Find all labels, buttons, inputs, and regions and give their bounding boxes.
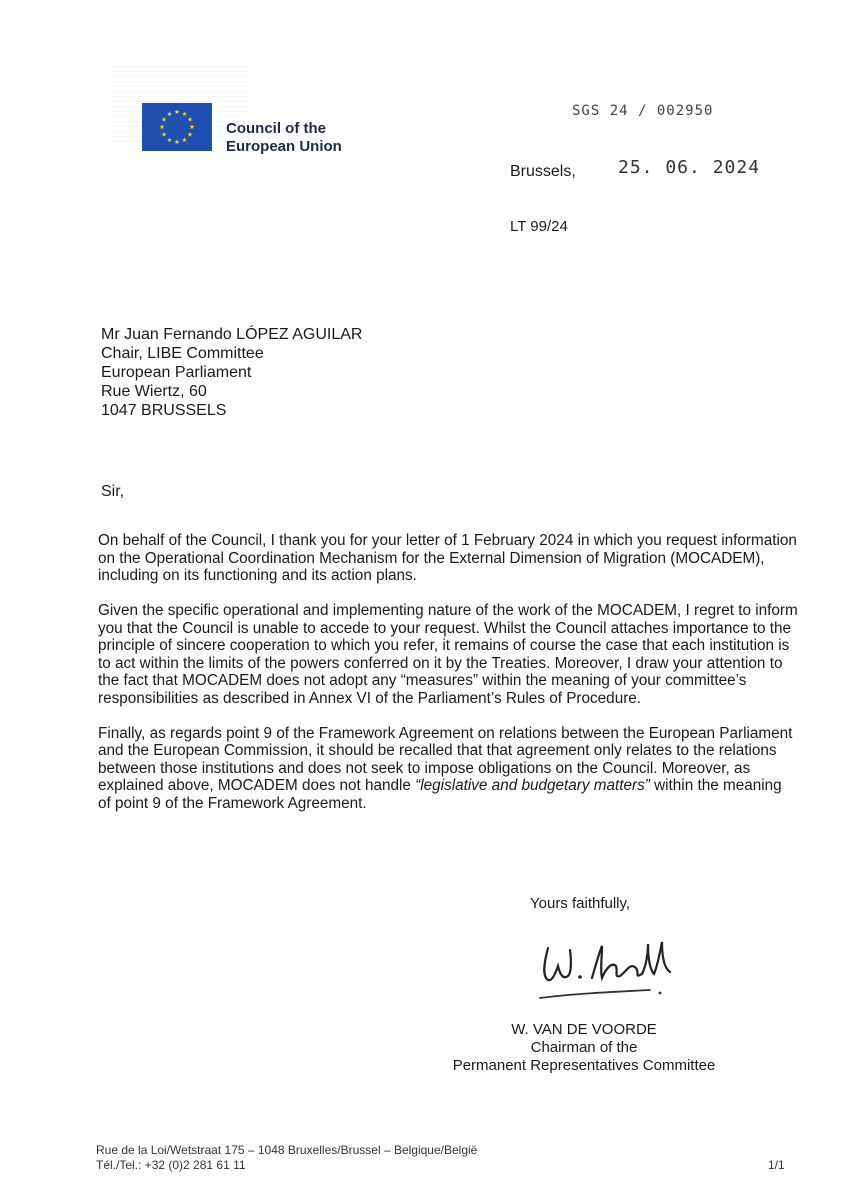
recipient-city: 1047 BRUSSELS	[101, 402, 227, 419]
page-number: 1/1	[768, 1158, 785, 1172]
date-stamp: 25. 06. 2024	[618, 157, 761, 178]
letter-reference: LT 99/24	[510, 218, 568, 235]
footer	[96, 1143, 477, 1173]
body-paragraph-3	[98, 725, 798, 813]
signatory-name: W. VAN DE VOORDE	[511, 1021, 657, 1038]
signatory-block	[445, 1021, 723, 1075]
body-paragraph-3-end: within the meaning of point 9 of the Framework Agreement.	[98, 777, 782, 812]
signatory-title-2: Permanent Representatives Committee	[452, 1057, 716, 1074]
recipient-street: Rue Wiertz, 60	[101, 383, 207, 400]
letter-body	[98, 532, 798, 830]
body-paragraph-2: Given the specific operational and implementing nature of the work of the MOCADEM, I regret to inform you that the Council is unable to accede to your request. Whilst the Council attaches importance to the principle of sincere cooperation to which you refer, it remains of course the case that each institution is to act within the limits of the powers conferred on it by the Treaties. Moreover, I draw your attention to the fact that MOCADEM does not adopt any “measures” within the meaning of your committee’s responsibilities as described in Annex VI of the Parliament’s Rules of Procedure.	[98, 602, 798, 707]
recipient-title: Chair, LIBE Committee	[101, 345, 264, 362]
signatory-title-1: Chairman of the	[530, 1039, 638, 1056]
body-paragraph-1: On behalf of the Council, I thank you for your letter of 1 February 2024 in which you request information on the Operational Coordination Mechanism for the External Dimension of Migration (MOCADEM), including on its functioning and its action plans.	[98, 532, 797, 584]
recipient-name: Mr Juan Fernando LÓPEZ AGUILAR	[101, 326, 363, 343]
footer-address: Rue de la Loi/Wetstraat 175 – 1048 Bruxelles/Brussel – Belgique/België	[96, 1143, 478, 1157]
reference-stamp: SGS 24 / 002950	[572, 103, 714, 119]
recipient-institution: European Parliament	[101, 364, 252, 381]
recipient-address	[101, 325, 362, 420]
body-paragraph-3-start: Finally, as regards point 9 of the Framework Agreement on relations between the European Parliament and the European Commission, it should be recalled that that agreement only relates to the relations between those institutions and does not seek to impose obligations on the Council. Moreover, as explained above, MOCADEM does not handle	[98, 724, 793, 794]
eu-flag-logo	[142, 103, 212, 151]
handwritten-signature	[530, 928, 680, 1008]
council-name-line-1: Council of the	[226, 120, 326, 137]
council-name	[226, 120, 342, 156]
quoted-phrase: “legislative and budgetary matters”	[415, 777, 650, 794]
place-label: Brussels,	[510, 163, 576, 180]
closing-line: Yours faithfully,	[530, 895, 631, 912]
footer-phone: Tél./Tel.: +32 (0)2 281 61 11	[96, 1158, 246, 1172]
salutation: Sir,	[101, 483, 125, 500]
council-name-line-2: European Union	[226, 138, 342, 155]
